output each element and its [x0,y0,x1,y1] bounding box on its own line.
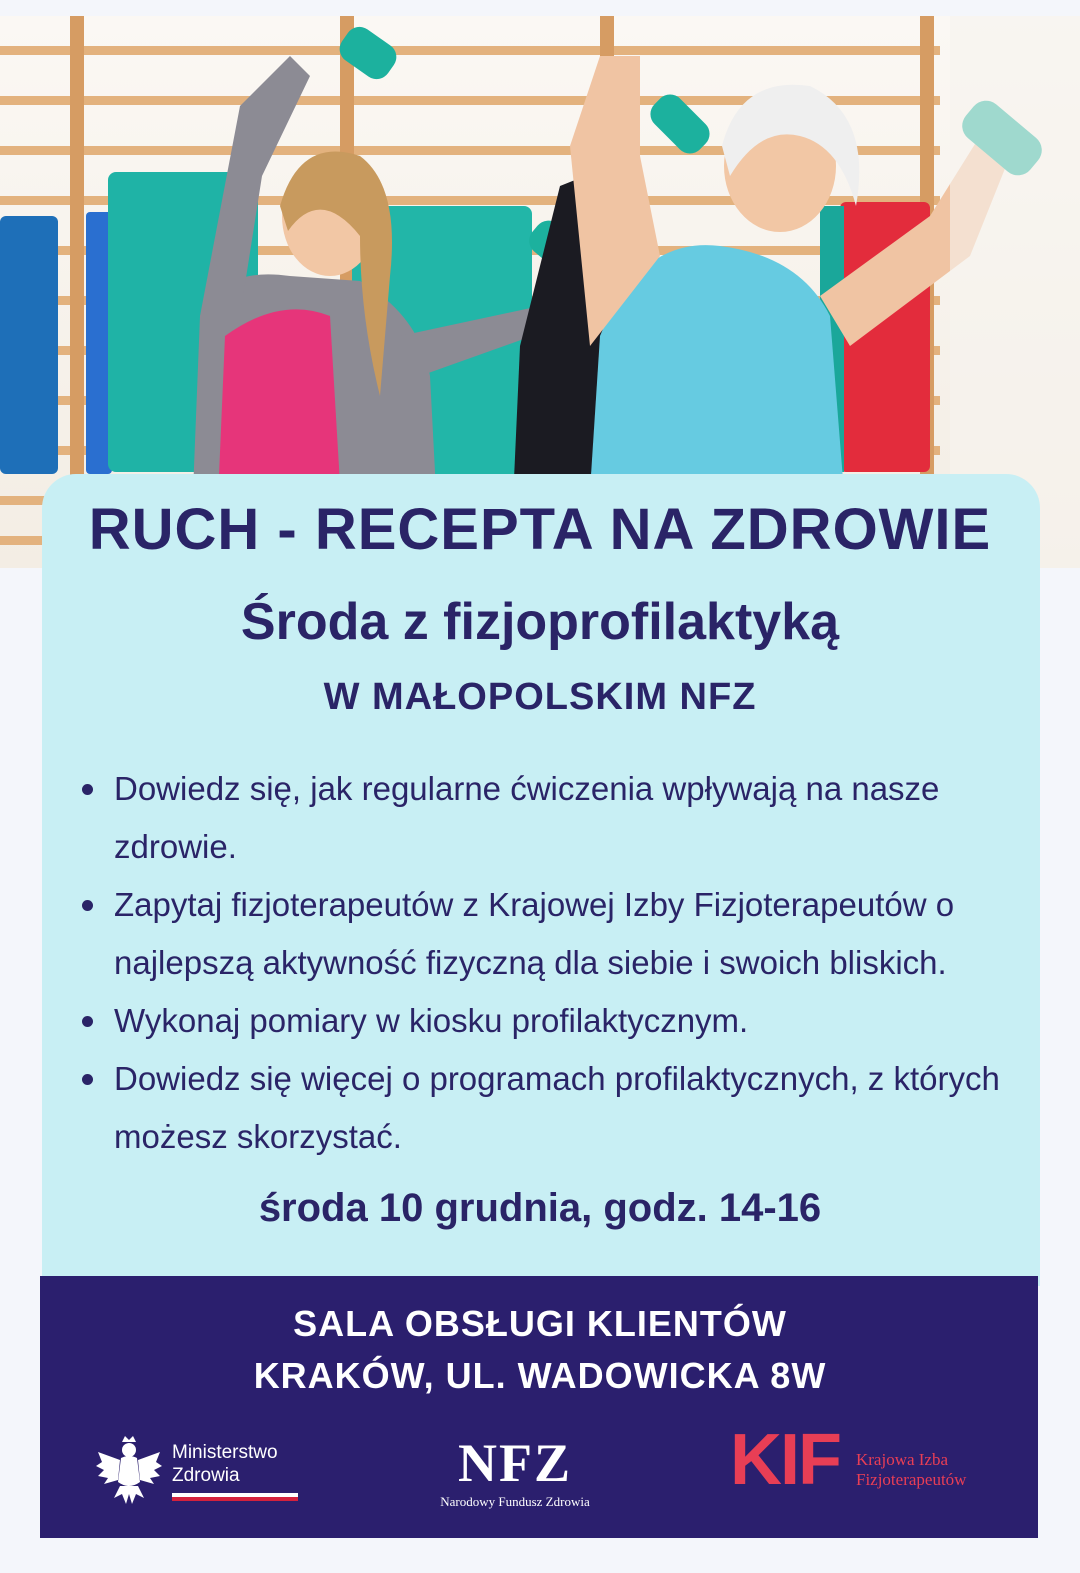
location-line: SALA OBSŁUGI KLIENTÓW [293,1303,787,1344]
kif-name-line: Fizjoterapeutów [855,1470,967,1489]
ministry-name-line: Ministerstwo [172,1442,278,1463]
page-subtitle: Środa z fizjoprofilaktyką [240,593,840,651]
list-item: Wykonaj pomiary w kiosku profilaktycznym. [80,992,1020,1050]
nfz-full-name: Narodowy Fundusz Zdrowia [440,1494,590,1509]
polish-flag-stripe [172,1493,298,1501]
list-item: Dowiedz się, jak regularne ćwiczenia wpływają na nasze zdrowie. [80,760,1020,876]
nfz-mark: NFZ [458,1433,572,1493]
ministry-logo [96,1434,298,1508]
eagle-emblem-icon [96,1436,162,1506]
location-line: KRAKÓW, UL. WADOWICKA 8W [253,1355,827,1396]
kif-mark: KIF [730,1420,840,1500]
kif-logo [730,1420,967,1500]
event-date: środa 10 grudnia, godz. 14-16 [258,1186,822,1230]
kif-name-line: Krajowa Izba [855,1450,949,1469]
list-item: Dowiedz się więcej o programach profilaktycznych, z których możesz skorzystać. [80,1050,1020,1166]
list-item: Zapytaj fizjoterapeutów z Krajowej Izby Fizjoterapeutów o najlepszą aktywność fizyczną dla siebie i swoich bliskich. [80,876,1020,992]
ministry-name-line: Zdrowia [172,1465,240,1486]
info-list [80,760,1020,1166]
nfz-logo [420,1433,610,1510]
region-label: W MAŁOPOLSKIM NFZ [323,676,757,718]
page-title: RUCH - RECEPTA NA ZDROWIE [88,497,992,562]
event-location [0,1298,1080,1402]
